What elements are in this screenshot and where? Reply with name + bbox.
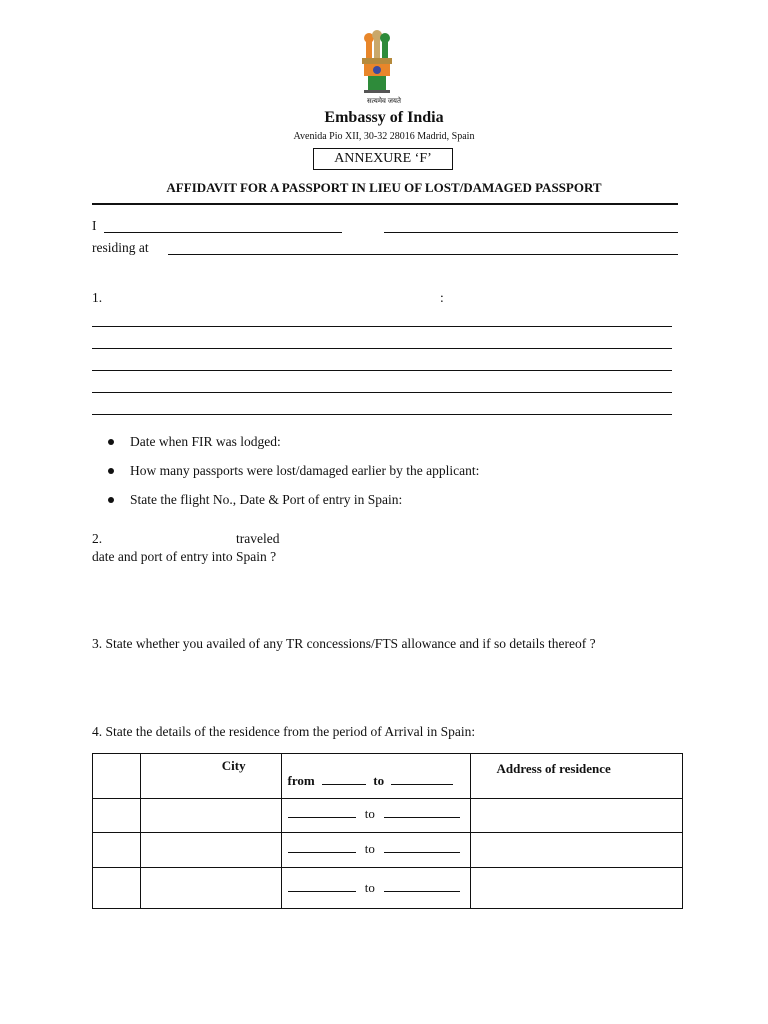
section-1-line[interactable] [92,348,672,349]
section-1-line[interactable] [92,414,672,415]
affidavit-heading: AFFIDAVIT FOR A PASSPORT IN LIEU OF LOST/DAMAGED PASSPORT [166,180,602,195]
table-header-address-cell [471,754,683,799]
embassy-address: Avenida Pio XII, 30-32 28016 Madrid, Spain [293,131,475,142]
residence-table [92,753,683,909]
table-header-city-cell [140,754,281,799]
period-to-blank[interactable] [384,817,460,818]
section-3-text: 3. State whether you availed of any TR concessions/FTS allowance and if so details thereof ? [92,636,596,651]
table-cell [93,754,141,799]
address-blank[interactable] [168,254,678,255]
annexure-box: ANNEXURE ‘F’ [313,148,453,170]
period-from-blank[interactable] [288,817,356,818]
from-label: from [287,773,315,788]
section-1-line[interactable] [92,326,672,327]
table-period-cell [281,833,471,868]
table-period-cell [281,868,471,909]
heading-rule [92,203,678,205]
section-2-number: 2. [92,531,103,546]
table-cell[interactable] [93,833,141,868]
period-to-blank[interactable] [384,852,460,853]
to-blank[interactable] [391,784,453,785]
from-blank[interactable] [322,784,366,785]
table-cell[interactable] [140,833,281,868]
i-label: I [92,218,97,233]
row-to-label: to [364,880,375,895]
bullet-item: Date when FIR was lodged: [108,432,479,461]
city-header: City [221,758,246,773]
section-1-colon: : [440,290,444,305]
table-header-period-cell [281,754,471,799]
table-cell[interactable] [93,868,141,909]
period-from-blank[interactable] [288,852,356,853]
table-row [93,868,683,909]
table-cell[interactable] [471,833,683,868]
section-1-line[interactable] [92,392,672,393]
bullet-item: State the flight No., Date & Port of entry in Spain: [108,490,479,519]
section-4-text: 4. State the details of the residence from the period of Arrival in Spain: [92,724,476,739]
table-cell[interactable] [471,868,683,909]
table-cell[interactable] [140,868,281,909]
table-row [93,833,683,868]
row-to-label: to [364,806,375,821]
period-header [282,754,471,789]
section-1-line[interactable] [92,370,672,371]
table-header-row [93,754,683,799]
period-to-blank[interactable] [384,891,460,892]
embassy-title: Embassy of India [324,109,444,126]
table-cell[interactable] [140,799,281,833]
relation-blank[interactable] [384,232,678,233]
period-from-blank[interactable] [288,891,356,892]
bullet-item: How many passports were lost/damaged earlier by the applicant: [108,461,479,490]
section-1-bullet-list [108,432,479,519]
section-2-traveled: traveled [236,531,280,546]
to-label: to [373,773,385,788]
table-period-cell [281,799,471,833]
row-to-label: to [364,841,375,856]
table-cell[interactable] [471,799,683,833]
residing-label: residing at [92,240,149,255]
section-2-line2: date and port of entry into Spain ? [92,549,277,564]
emblem-caption: सत्यमेव जयते [367,97,401,105]
address-header: Address of residence [496,761,611,776]
table-cell[interactable] [93,799,141,833]
table-row [93,799,683,833]
section-1-number: 1. [92,290,103,305]
name-blank[interactable] [104,232,342,233]
